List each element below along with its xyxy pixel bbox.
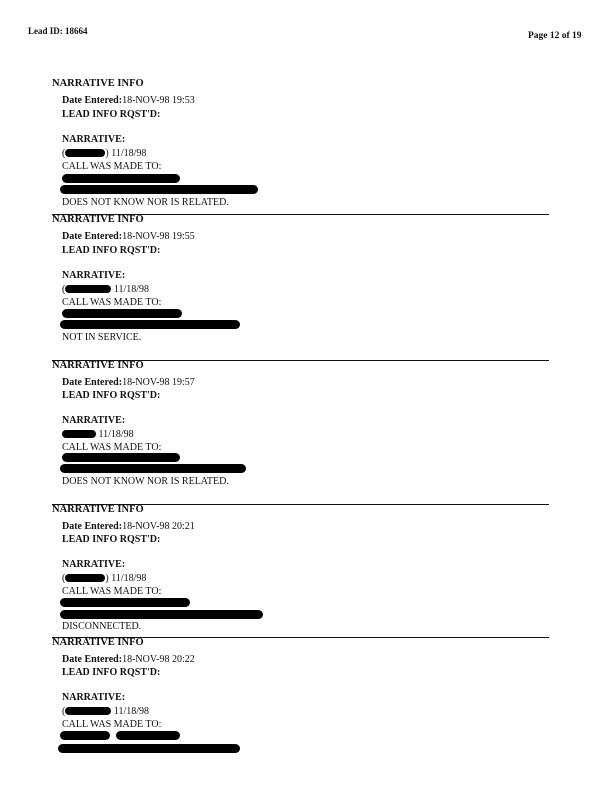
date-entered-value: 18-NOV-98 20:22 bbox=[122, 654, 195, 665]
redaction-bar bbox=[62, 430, 96, 438]
redaction-bar bbox=[65, 574, 105, 582]
narrative-date-line: ( 11/18/98 bbox=[62, 284, 150, 295]
date-entered-value: 18-NOV-98 19:57 bbox=[122, 377, 195, 388]
redaction-bar bbox=[65, 707, 111, 715]
redaction-bar bbox=[62, 453, 180, 462]
date-entered-value: 18-NOV-98 19:55 bbox=[122, 231, 195, 242]
header-lead-id: Lead ID: 18664 bbox=[28, 26, 88, 36]
lead-info-label: LEAD INFO RQST'D: bbox=[62, 667, 161, 678]
date-entered-line bbox=[62, 95, 195, 106]
section-title: NARRATIVE INFO bbox=[52, 504, 144, 515]
redaction-bar bbox=[62, 309, 182, 318]
narrative-label: NARRATIVE: bbox=[62, 134, 126, 145]
redaction-bar bbox=[58, 744, 240, 753]
call-made-label: CALL WAS MADE TO: bbox=[62, 586, 162, 597]
call-made-label: CALL WAS MADE TO: bbox=[62, 297, 162, 308]
date-entered-label: Date Entered: bbox=[62, 521, 123, 532]
section-title: NARRATIVE INFO bbox=[52, 78, 144, 89]
redaction-bar bbox=[60, 320, 240, 329]
redaction-bar bbox=[60, 610, 263, 619]
narrative-date: 11/18/98 bbox=[113, 706, 150, 717]
narrative-date-line: ( 11/18/98 bbox=[62, 706, 150, 717]
narrative-date: 11/18/98 bbox=[113, 284, 150, 295]
call-made-label: CALL WAS MADE TO: bbox=[62, 719, 162, 730]
call-result: NOT IN SERVICE. bbox=[62, 332, 142, 343]
lead-info-label: LEAD INFO RQST'D: bbox=[62, 390, 161, 401]
call-made-label: CALL WAS MADE TO: bbox=[62, 161, 162, 172]
date-entered-label: Date Entered: bbox=[62, 654, 123, 665]
header-page-number: Page 12 of 19 bbox=[528, 31, 582, 41]
narrative-label: NARRATIVE: bbox=[62, 415, 126, 426]
date-entered-label: Date Entered: bbox=[62, 95, 123, 106]
section-title: NARRATIVE INFO bbox=[52, 637, 144, 648]
date-entered-line bbox=[62, 231, 195, 242]
date-entered-label: Date Entered: bbox=[62, 231, 123, 242]
date-entered-line bbox=[62, 377, 195, 388]
lead-info-label: LEAD INFO RQST'D: bbox=[62, 534, 161, 545]
redaction-bar bbox=[116, 731, 180, 740]
redaction-bar bbox=[60, 185, 258, 194]
date-entered-line bbox=[62, 521, 195, 532]
section-title: NARRATIVE INFO bbox=[52, 214, 144, 225]
call-result: DOES NOT KNOW NOR IS RELATED. bbox=[62, 476, 229, 487]
narrative-label: NARRATIVE: bbox=[62, 692, 126, 703]
narrative-date-line bbox=[62, 429, 134, 440]
date-entered-value: 18-NOV-98 19:53 bbox=[122, 95, 195, 106]
narrative-date-line: ( ) 11/18/98 bbox=[62, 148, 147, 159]
redaction-bar bbox=[60, 731, 110, 740]
lead-info-label: LEAD INFO RQST'D: bbox=[62, 245, 161, 256]
date-entered-label: Date Entered: bbox=[62, 377, 123, 388]
narrative-date: 11/18/98 bbox=[98, 429, 134, 440]
redaction-bar bbox=[60, 464, 246, 473]
narrative-date: 11/18/98 bbox=[111, 573, 147, 584]
call-result: DISCONNECTED. bbox=[62, 621, 142, 632]
date-entered-line bbox=[62, 654, 195, 665]
narrative-label: NARRATIVE: bbox=[62, 270, 126, 281]
lead-info-label: LEAD INFO RQST'D: bbox=[62, 109, 161, 120]
narrative-date-line: ( ) 11/18/98 bbox=[62, 573, 147, 584]
redaction-bar bbox=[65, 149, 105, 157]
redaction-bar bbox=[60, 598, 190, 607]
narrative-date: 11/18/98 bbox=[111, 148, 147, 159]
date-entered-value: 18-NOV-98 20:21 bbox=[122, 521, 195, 532]
call-made-label: CALL WAS MADE TO: bbox=[62, 442, 162, 453]
redaction-bar bbox=[65, 285, 111, 293]
call-result: DOES NOT KNOW NOR IS RELATED. bbox=[62, 197, 229, 208]
redaction-bar bbox=[62, 174, 180, 183]
narrative-label: NARRATIVE: bbox=[62, 559, 126, 570]
section-title: NARRATIVE INFO bbox=[52, 360, 144, 371]
